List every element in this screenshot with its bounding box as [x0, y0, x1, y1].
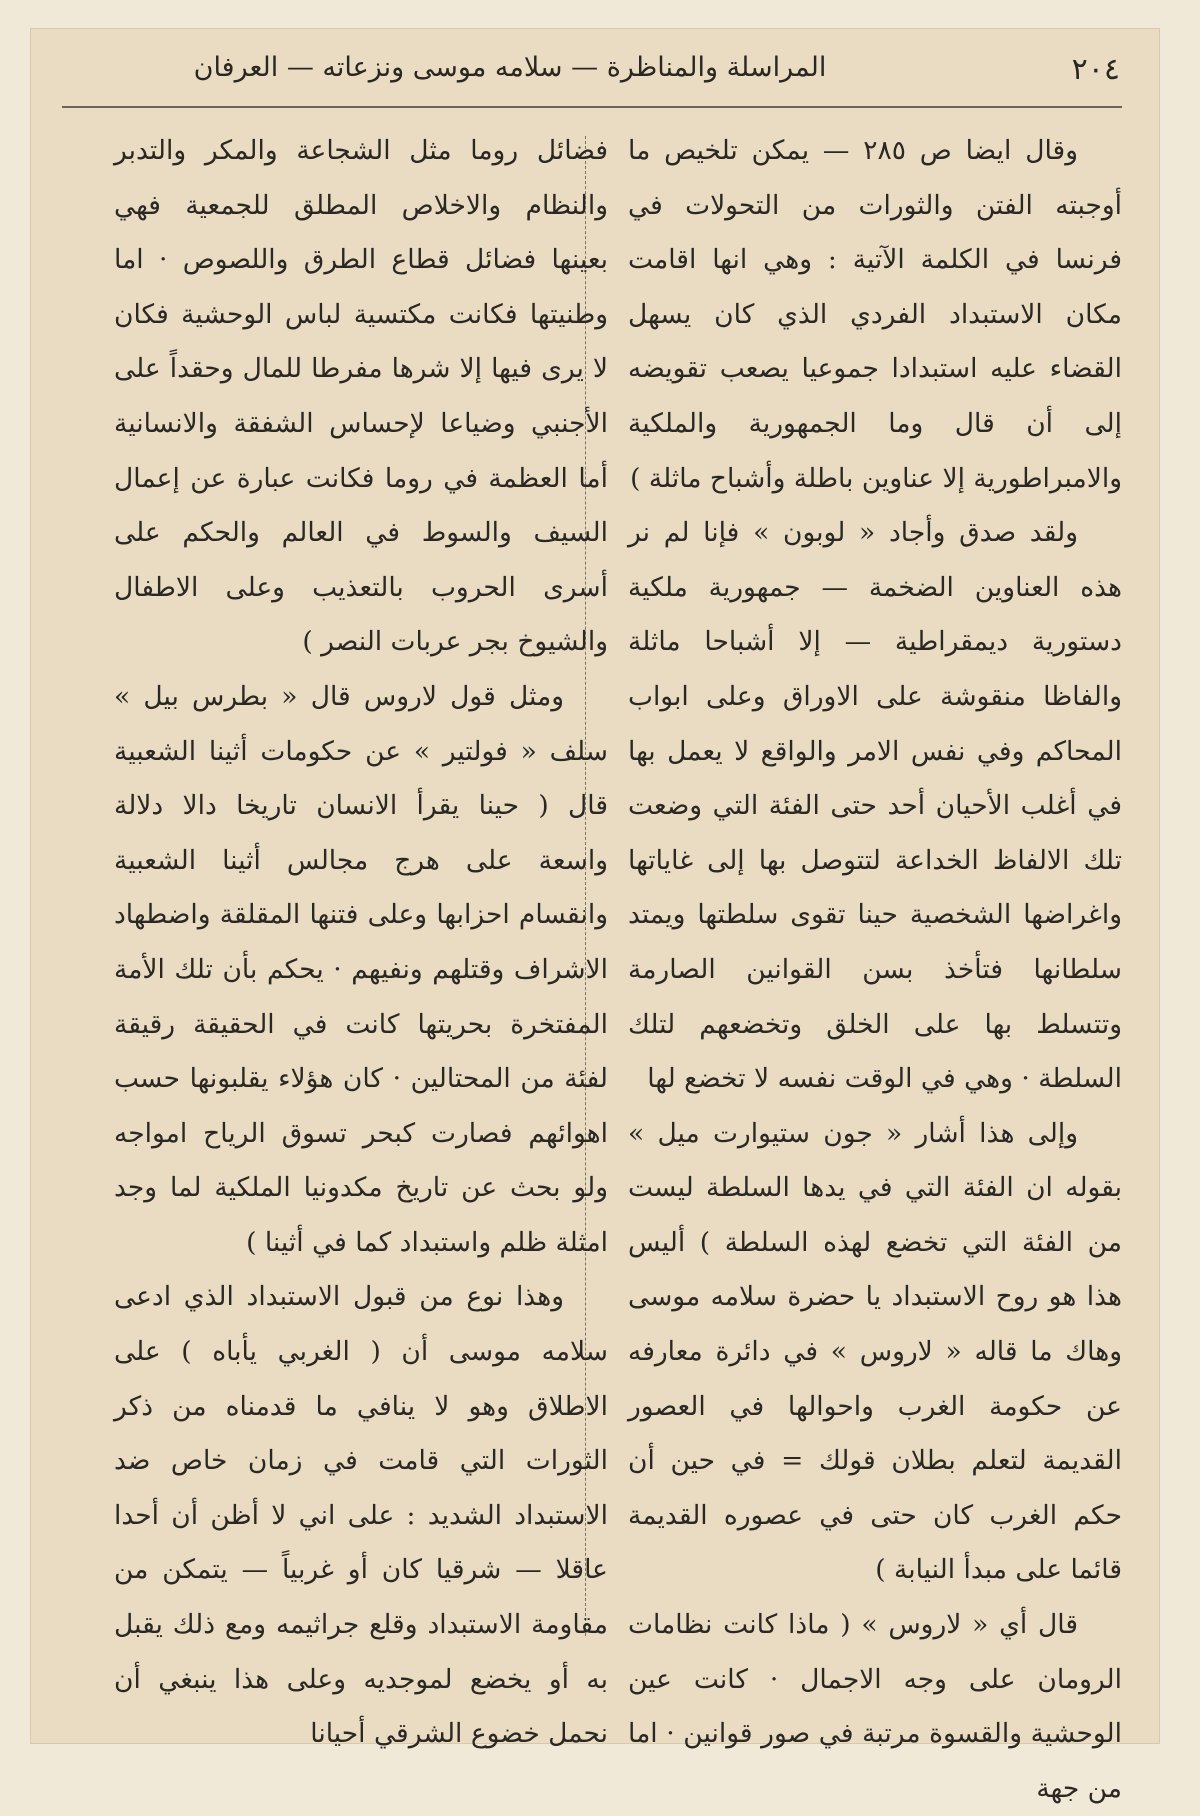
paragraph: وهذا نوع من قبول الاستبداد الذي ادعى سلامه موسى أن ( الغربي يأباه ) على الاطلاق وهو لا ينافي ما قدمناه من ذكر الثورات التي قامت في زمان خاص ضد الاستبداد الشديد : على اني لا أظن أن أحدا عاقلا — شرقيا كان أو غربياً — يتمكن من مقاومة الاستبداد وقلع جراثيمه ومع ذلك يقبل به أو يخضع لموجديه وعلى هذا ينبغي أن نحمل خضوع الشرقي أحيانا — [114, 1281, 608, 1750]
right-column — [628, 124, 1122, 1804]
page-header — [60, 42, 1120, 102]
page-number: ٢٠٤ — [1071, 52, 1120, 87]
paragraph: قال أي « لاروس » ( ماذا كانت نظامات الرومان على وجه الاجمال · كانت عين الوحشية والقسوة مرتبة في صور قوانين · اما من جهة — [628, 1609, 1122, 1804]
paragraph: فضائل روما مثل الشجاعة والمكر والتدبر والنظام والاخلاص المطلق للجمعية فهي بعينها فضائل قطاع الطرق واللصوص · اما وطنيتها فكانت مكتسية لباس الوحشية فكان لا يرى فيها إلا شرها مفرطا للمال وحقداً على الأجنبي وضياعا لإحساس الشفقة والانسانية أما العظمة في روما فكانت عبارة عن إعمال السيف والسوط في العالم والحكم على أسرى الحروب بالتعذيب وعلى الاطفال والشيوخ بجر عربات النصر ) — [114, 135, 608, 658]
paragraph: وإلى هذا أشار « جون ستيوارت ميل » بقوله ان الفئة التي في يدها السلطة ليست من الفئة التي تخضع لهذه السلطة ) أليس هذا هو روح الاستبداد يا حضرة سلامه موسى وهاك ما قاله « لاروس » في دائرة معارفه عن حكومة الغرب واحوالها في العصور القديمة لتعلم بطلان قولك = في حين أن حكم الغرب كان حتى في عصوره القديمة قائما على مبدأ النيابة ) — [628, 1117, 1122, 1586]
paragraph: ومثل قول لاروس قال « بطرس بيل » سلف « فولتير » عن حكومات أثينا الشعبية قال ( حينا يقرأ الانسان تاريخا دالا دلالة واسعة على هرج مجالس أثينا الشعبية وانقسام احزابها وعلى فتنها المقلقة واضطهاد الاشراف وقتلهم ونفيهم · يحكم بأن تلك الأمة المفتخرة بحريتها كانت في الحقيقة رقيقة لفئة من المحتالين · كان هؤلاء يقلبونها حسب اهوائهم فصارت كبحر تسوق الرياح امواجه ولو بحث عن تاريخ مكدونيا الملكية لما وجد امثلة ظلم واستبداد كما في أثينا ) — [114, 680, 608, 1258]
header-rule — [62, 106, 1122, 108]
running-title: المراسلة والمناظرة — سلامه موسى ونزعاته — العرفان — [193, 52, 827, 83]
paragraph: ولقد صدق وأجاد « لوبون » فإنا لم نر هذه العناوين الضخمة — جمهورية ملكية دستورية ديمقراطية — إلا أشباحا ماثلة والفاظا منقوشة على الاوراق وعلى ابواب المحاكم وفي نفس الامر والواقع لا يعمل بها في أغلب الأحيان أحد حتى الفئة التي وضعت تلك الالفاظ الخداعة لتتوصل بها إلى غاياتها واغراضها الشخصية حينا تقوى سلطتها ويمتد سلطانها فتأخذ بسن القوانين الصارمة وتتسلط بها على الخلق وتخضعهم لتلك السلطة · وهي في الوقت نفسه لا تخضع لها — [628, 517, 1122, 1095]
left-column — [114, 124, 608, 1750]
paragraph: وقال ايضا ص ٢٨٥ — يمكن تلخيص ما أوجبته الفتن والثورات من التحولات في فرنسا في الكلمة الآتية : وهي انها اقامت مكان الاستبداد الفردي الذي كان يسهل القضاء عليه استبدادا جموعيا يصعب تقويضه إلى أن قال وما الجمهورية والملكية والامبراطورية إلا عناوين باطلة وأشباح ماثلة ) — [628, 135, 1122, 494]
